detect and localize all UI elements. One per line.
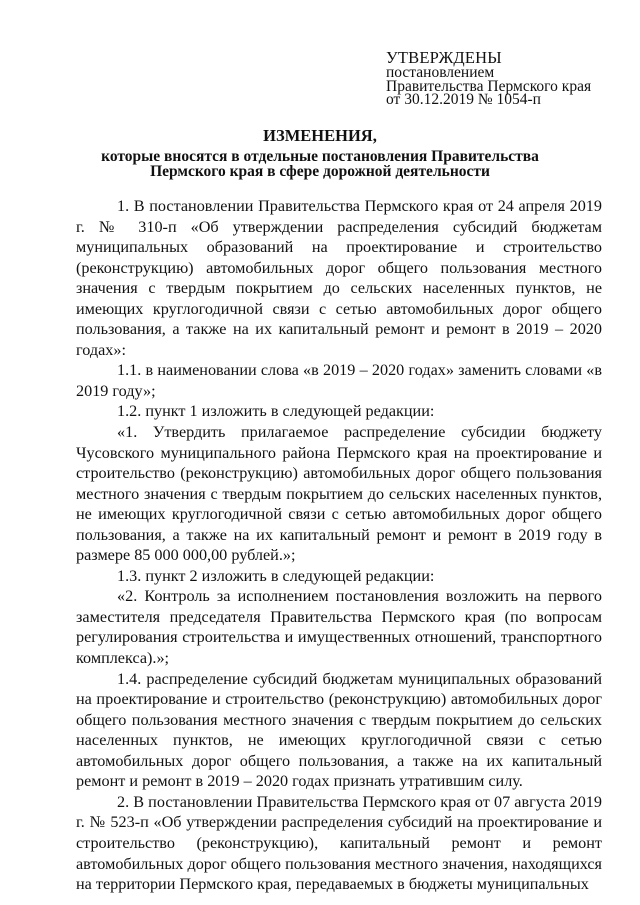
approval-heading: УТВЕРЖДЕНЫ (386, 48, 502, 67)
document-subtitle (0, 149, 640, 179)
paragraph: 1.2. пункт 1 изложить в следующей редакции: (117, 402, 435, 421)
paragraph: 1.4. распределение субсидий бюджетам муниципальных образований на проектирование и строительство (реконструкцию) автомобильных дорог общего пользования местного значения с твердым покрытием до сельских населенных пунктов, не имеющих круглогодичной связи с сетью автомобильных дорог общего пользования, а также на их капитальный ремонт и ремонт в 2019 – 2020 годах признать утратившим силу. (76, 669, 602, 791)
subtitle-line: Пермского края в сфере дорожной деятельности (150, 163, 490, 180)
paragraph: 1.3. пункт 2 изложить в следующей редакции: (117, 566, 435, 585)
document-body (76, 196, 602, 895)
subtitle-line: которые вносятся в отдельные постановления Правительства (101, 148, 539, 165)
approval-line: постановлением (386, 64, 495, 81)
paragraph: «2. Контроль за исполнением постановления возложить на первого заместителя председателя Правительства Пермского края (по вопросам регулирования строительства и имущественных отношений, транспортного комплекса).»; (76, 587, 602, 668)
paragraph: 2. В постановлении Правительства Пермского края от 07 августа 2019 г. № 523-п «Об утверждении распределения субсидий на проектирование и строительство (реконструкцию), капитальный ремонт и ремонт автомобильных дорог общего пользования местного значения, находящихся на территории Пермского края, передаваемых в бюджеты муниципальных (76, 792, 602, 894)
approval-block (386, 49, 591, 107)
paragraph: «1. Утвердить прилагаемое распределение субсидии бюджету Чусовского муниципального района Пермского края на проектирование и строительство (реконструкцию) автомобильных дорог общего пользования местного значения с твердым покрытием до сельских населенных пунктов, не имеющих круглогодичной связи с сетью автомобильных дорог общего пользования, а также на их капитальный ремонт и ремонт в 2019 году в размере 85 000 000,00 рублей.»; (76, 423, 602, 565)
approval-line: Правительства Пермского края (386, 77, 592, 95)
approval-line: от 30.12.2019 № 1054-п (386, 91, 541, 108)
paragraph: 1. В постановлении Правительства Пермского края от 24 апреля 2019 г. № 310-п «Об утверждении распределения субсидий бюджетам муниципальных образований на проектирование и строительство (реконструкцию) автомобильных дорог общего пользования местного значения с твердым покрытием до сельских населенных пунктов, не имеющих круглогодичной связи с сетью автомобильных дорог общего пользования, а также на их капитальный ремонт и ремонт в 2019 – 2020 годах»: (76, 197, 602, 359)
paragraph: 1.1. в наименовании слова «в 2019 – 2020 годах» заменить словами «в 2019 году»; (76, 361, 602, 400)
document-title: ИЗМЕНЕНИЯ, (263, 126, 377, 145)
